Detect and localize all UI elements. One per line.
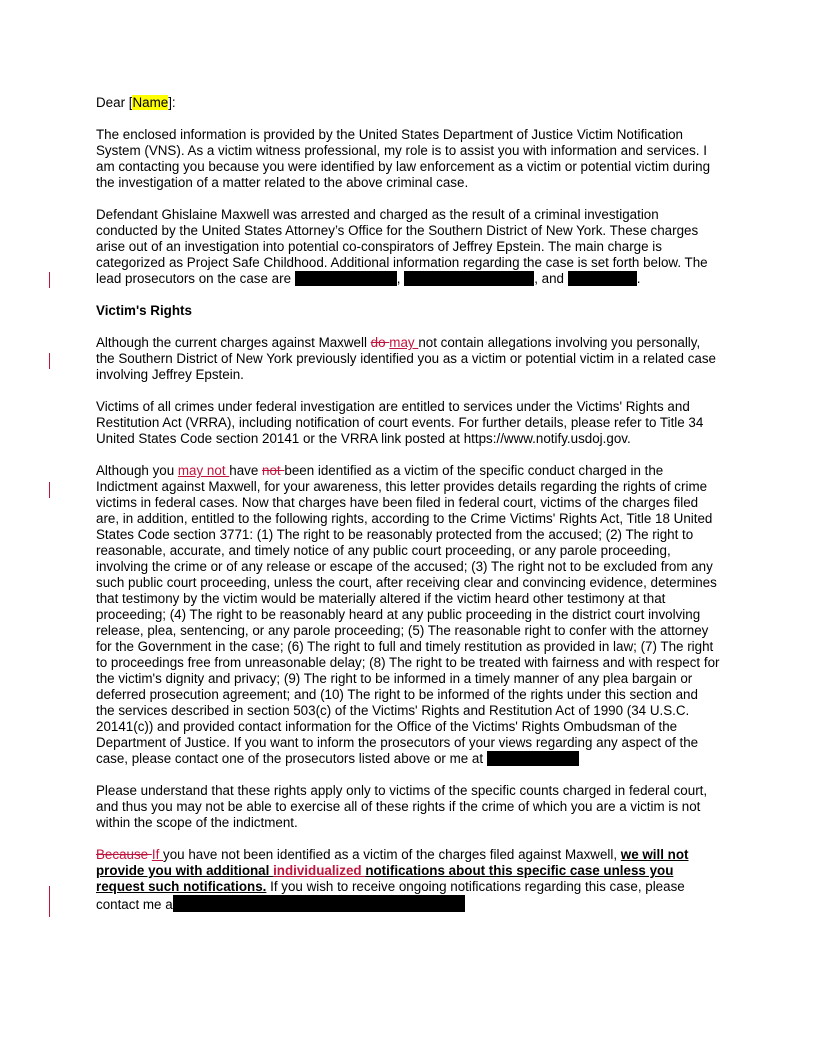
tracked-insertion: may: [389, 335, 419, 350]
tracked-insertion: may not: [177, 463, 230, 478]
paragraph-defendant: Defendant Ghislaine Maxwell was arrested and charged as the result of a criminal investigation conducted by the United States Attorney’s Office for the Southern District of New York. These charges arise out of an investigation into potential co-conspirators of Jeffrey Epstein. The main charge is categorized as Project Safe Childhood. Additional information regarding the case is set forth below. The lead prosecutors on the case are , , and .: [96, 207, 708, 286]
paragraph-final: Because If you have not been identified as a victim of the charges filed against Maxwell, we will not provide you with additional individualized notifications about this specific case unless you request such notifications. If you wish to receive ongoing notifications regarding this case, please contact me a: [96, 847, 689, 912]
paragraph-intro: The enclosed information is provided by the United States Department of Justice Victim Notification System (VNS). As a victim witness professional, my role is to assist you with information and services. I am contacting you because you were identified by law enforcement as a victim or potential victim during the investigation of a matter related to the above criminal case.: [96, 127, 711, 190]
tracked-insertion: If: [151, 847, 164, 862]
salutation: Dear [Name]:: [96, 95, 176, 110]
redaction: [404, 271, 534, 286]
revision-change-bar: [49, 886, 50, 917]
tracked-deletion: Because: [96, 847, 152, 862]
revision-change-bar: [49, 272, 50, 288]
bold-notice: we will not provide you with additional individualized notifications about this specific case unless you request such notifications.: [96, 847, 689, 894]
paragraph-cvra: Although you may not have not been identified as a victim of the specific conduct charged in the Indictment against Maxwell, for your awareness, this letter provides details regarding the rights of crime victims in federal cases. Now that charges have been filed in federal court, victims of the charges filed are, in addition, entitled to the following rights, according to the Crime Victims' Rights Act, Title 18 United States Code section 3771: (1) The right to be reasonably protected from the accused; (2) The right to reasonable, accurate, and timely notice of any public court proceeding, or any parole proceeding, involving the crime or of any release or escape of the accused; (3) The right not to be excluded from any such public court proceeding, unless the court, after receiving clear and convincing evidence, determines that testimony by the victim would be materially altered if the victim heard other testimony at that proceeding; (4) The right to be reasonably heard at any public proceeding in the district court involving release, plea, sentencing, or any parole proceeding; (5) The reasonable right to confer with the attorney for the Government in the case; (6) The right to full and timely restitution as provided in law; (7) The right to proceedings free from unreasonable delay; (8) The right to be treated with fairness and with respect for the victim's dignity and privacy; (9) The right to be informed in a timely manner of any plea bargain or deferred prosecution agreement; and (10) The right to be informed of the rights under this section and the services described in section 503(c) of the Victims' Rights and Restitution Act of 1990 (34 U.S.C. 20141(c)) and provided contact information for the Office of the Victims' Rights Ombudsman of the Department of Justice. If you want to inform the prosecutors of your views regarding any aspect of the case, please contact one of the prosecutors listed above or me at: [96, 463, 720, 766]
paragraph-scope: Please understand that these rights apply only to victims of the specific counts charged in federal court, and thus you may not be able to exercise all of these rights if the crime of which you are a victim is not within the scope of the indictment.: [96, 783, 708, 830]
section-heading: Victim's Rights: [96, 303, 192, 318]
redaction: [568, 271, 637, 286]
tracked-insertion: individualized: [273, 863, 366, 878]
paragraph-vrra: Victims of all crimes under federal investigation are entitled to services under the Victims' Rights and Restitution Act (VRRA), including notification of court events. For further details, please refer to Title 34 United States Code section 20141 or the VRRA link posted at https://www.notify.usdoj.gov.: [96, 399, 704, 446]
redaction: [173, 895, 465, 912]
redaction: [295, 271, 397, 286]
redaction: [487, 751, 579, 766]
tracked-deletion: not: [262, 463, 285, 478]
name-placeholder[interactable]: Name: [132, 95, 169, 110]
paragraph-charges: Although the current charges against Maxwell do may not contain allegations involving you personally, the Southern District of New York previously identified you as a victim or potential victim in a related case involving Jeffrey Epstein.: [96, 335, 716, 382]
tracked-deletion: do: [370, 335, 390, 350]
letter-body: [96, 95, 720, 929]
revision-change-bar: [49, 353, 50, 369]
revision-change-bar: [49, 482, 50, 498]
